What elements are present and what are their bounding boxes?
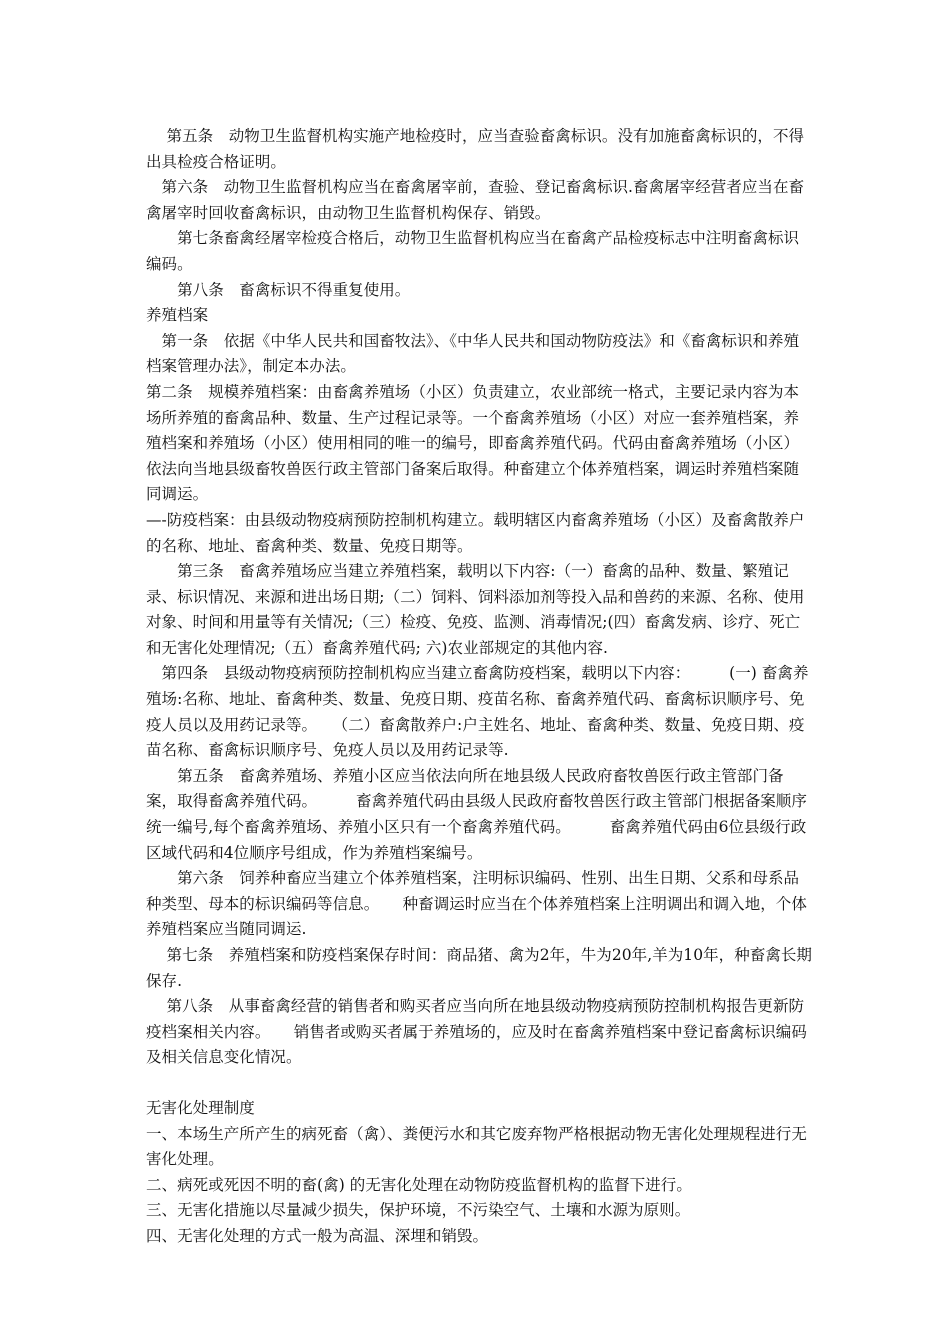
paragraph-treatment-item-2: 二、病死或死因不明的畜(禽) 的无害化处理在动物防疫监督机构的监督下进行。 bbox=[146, 1175, 692, 1194]
paragraph-records-article-6: 第六条 饲养种畜应当建立个体养殖档案，注明标识编码、性别、出生日期、父系和母系品种类型、母本的标识编码等信息。 种畜调运时应当在个体养殖档案上注明调出和调入地，个体养殖档案应当随同调运. bbox=[146, 869, 807, 939]
paragraph-records-article-1: 第一条 依据《中华人民共和国畜牧法》、《中华人民共和国动物防疫法》和《畜禽标识和养殖档案管理办法》，制定本办法。 bbox=[146, 331, 800, 376]
section-title-breeding-records: 养殖档案 bbox=[146, 306, 209, 325]
paragraph-article-7-label-code: 第七条畜禽经屠宰检疫合格后，动物卫生监督机构应当在畜禽产品检疫标志中注明畜禽标识编码。 bbox=[146, 229, 800, 273]
paragraph-records-article-2: 第二条 规模养殖档案：由畜禽养殖场（小区）负责建立，农业部统一格式，主要记录内容为本场所养殖的畜禽品种、数量、生产过程记录等。一个畜禽养殖场（小区）对应一套养殖档案，养殖档案和养殖场（小区）使用相同的唯一的编号，即畜禽养殖代码。代码由畜禽养殖场（小区）依法向当地县级畜牧兽医行政主管部门备案后取得。种畜建立个体养殖档案，调运时养殖档案随同调运。 bbox=[146, 382, 800, 504]
paragraph-treatment-item-4: 四、无害化处理的方式一般为高温、深埋和销毁。 bbox=[146, 1226, 489, 1245]
paragraph-records-article-7: 第七条 养殖档案和防疫档案保存时间：商品猪、禽为2年，牛为20年,羊为10年，种畜禽长期保存. bbox=[146, 946, 812, 990]
paragraph-treatment-item-3: 三、无害化措施以尽量减少损失，保护环境，不污染空气、土壤和水源为原则。 bbox=[146, 1201, 691, 1220]
paragraph-treatment-item-1: 一、本场生产所产生的病死畜（禽）、粪便污水和其它废弃物严格根据动物无害化处理规程进行无害化处理。 bbox=[146, 1124, 807, 1169]
paragraph-records-article-8: 第八条 从事畜禽经营的销售者和购买者应当向所在地县级动物疫病预防控制机构报告更新防疫档案相关内容。 销售者或购买者属于养殖场的，应及时在畜禽养殖档案中登记畜禽标识编码及相关信息变化情况。 bbox=[146, 997, 807, 1067]
paragraph-records-article-4: 第四条 县级动物疫病预防控制机构应当建立畜禽防疫档案，载明以下内容： (一) 畜禽养殖场:名称、地址、畜禽种类、数量、免疫日期、疫苗名称、畜禽养殖代码、畜禽标识顺序号、免疫人员以及用药记录等。 （二）畜禽散养户:户主姓名、地址、畜禽种类、数量、免疫日期、疫苗名称、畜禽标识顺序号、免疫人员以及用药记录等. bbox=[146, 664, 809, 760]
paragraph-epidemic-records: —-防疫档案：由县级动物疫病预防控制机构建立。载明辖区内畜禽养殖场（小区）及畜禽散养户的名称、地址、畜禽种类、数量、免疫日期等。 bbox=[146, 510, 805, 555]
paragraph-article-6-slaughter: 第六条 动物卫生监督机构应当在畜禽屠宰前，查验、登记畜禽标识.畜禽屠宰经营者应当在畜禽屠宰时回收畜禽标识，由动物卫生监督机构保存、销毁。 bbox=[146, 178, 805, 222]
paragraph-records-article-3: 第三条 畜禽养殖场应当建立养殖档案，载明以下内容:（一）畜禽的品种、数量、繁殖记录、标识情况、来源和进出场日期;（二）饲料、饲料添加剂等投入品和兽药的来源、名称、使用对象、时间和用量等有关情况;（三）检疫、免疫、监测、消毒情况;(四）畜禽发病、诊疗、死亡和无害化处理情况;（五）畜禽养殖代码; 六)农业部规定的其他内容. bbox=[146, 562, 805, 657]
blank-line bbox=[146, 1071, 812, 1096]
paragraph-article-5-quarantine: 第五条 动物卫生监督机构实施产地检疫时，应当查验畜禽标识。没有加施畜禽标识的，不得出具检疫合格证明。 bbox=[146, 127, 805, 171]
paragraph-article-8-no-reuse: 第八条 畜禽标识不得重复使用。 bbox=[146, 280, 411, 299]
document-body bbox=[146, 124, 812, 1250]
section-title-harmless-treatment: 无害化处理制度 bbox=[146, 1098, 255, 1117]
paragraph-records-article-5: 第五条 畜禽养殖场、养殖小区应当依法向所在地县级人民政府畜牧兽医行政主管部门备案，取得畜禽养殖代码。 畜禽养殖代码由县级人民政府畜牧兽医行政主管部门根据备案顺序统一编号,每个畜禽养殖场、养殖小区只有一个畜禽养殖代码。 畜禽养殖代码由6位县级行政区域代码和4位顺序号组成，作为养殖档案编号。 bbox=[146, 766, 807, 862]
